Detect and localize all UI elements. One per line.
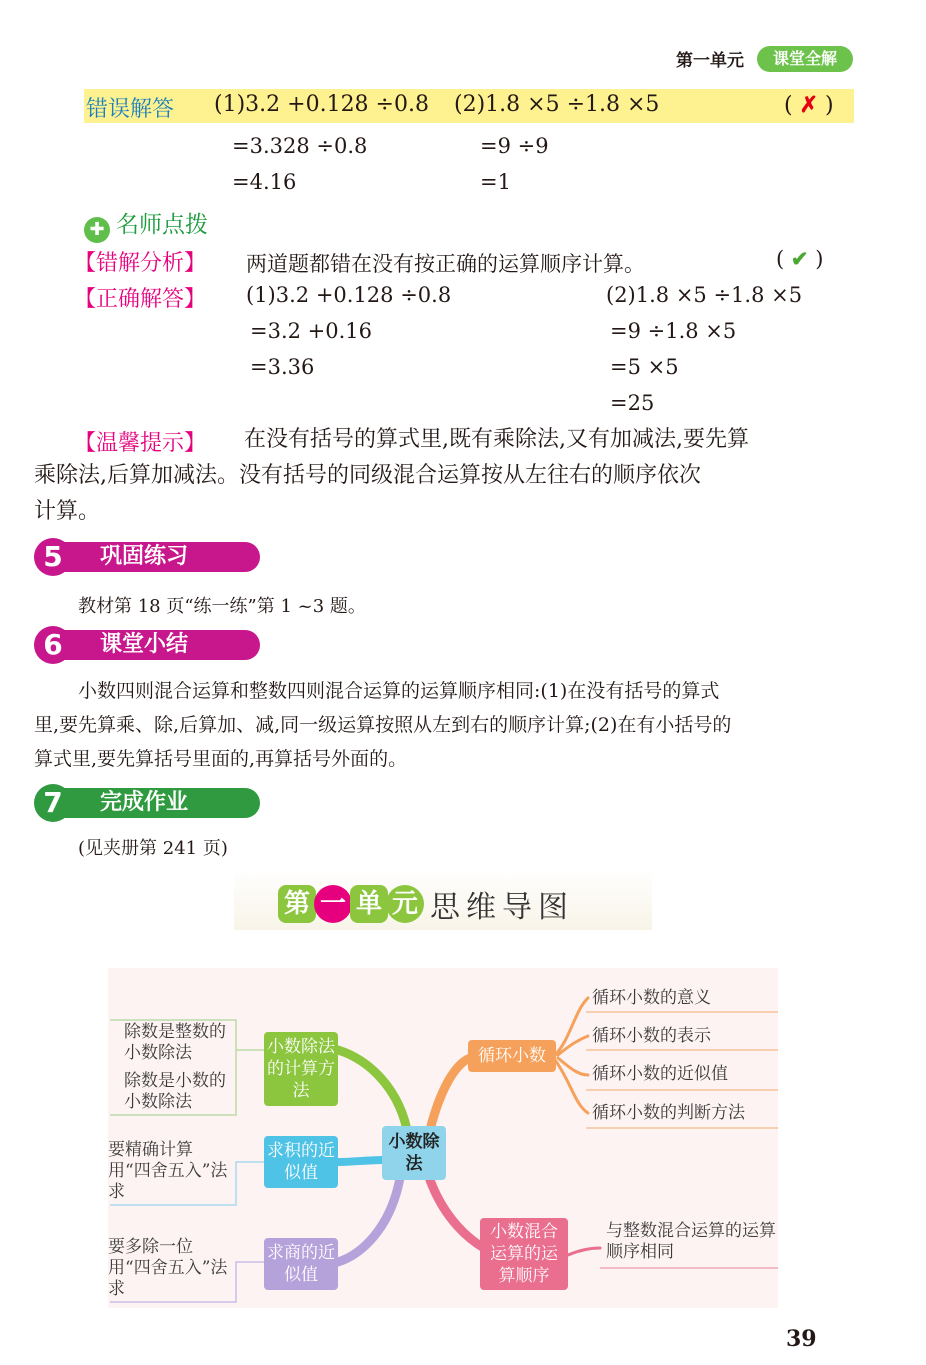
- section-number: 7: [34, 784, 72, 822]
- page-number: 39: [786, 1326, 817, 1352]
- section-title: 完成作业: [64, 788, 260, 818]
- summary-line: 小数四则混合运算和整数四则混合运算的运算顺序相同:(1)在没有括号的算式: [78, 680, 720, 702]
- section-number: 5: [34, 538, 72, 576]
- title-box: 一: [314, 885, 352, 923]
- leaf-calc: 除数是小数的小数除法: [124, 1071, 226, 1112]
- correct-q1-line: (1)3.2 +0.128 ÷0.8: [246, 283, 452, 307]
- tip-tag: 【温馨提示】: [74, 431, 207, 456]
- tip-line: 在没有括号的算式里,既有乘除法,又有加减法,要先算: [244, 427, 749, 452]
- title-box: 元: [386, 885, 424, 923]
- correct-q2-line: =9 ÷1.8 ×5: [610, 319, 737, 343]
- wrong-q2-step: =9 ÷9: [480, 134, 549, 158]
- branch-mixed-order: 小数混合运算的运算顺序: [480, 1218, 568, 1290]
- tip-line: 计算。: [34, 499, 101, 524]
- correct-q1-line: =3.2 +0.16: [250, 319, 373, 343]
- unit-label: 第一单元: [676, 51, 744, 71]
- check-icon: ✔: [790, 246, 809, 271]
- section-title: 巩固练习: [64, 542, 260, 572]
- homework-text: (见夹册第 241 页): [78, 838, 228, 859]
- branch-recurring: 循环小数: [468, 1040, 556, 1072]
- branch-calc-method: 小数除法的计算方法: [264, 1032, 338, 1106]
- wrong-q1-step: =4.16: [232, 170, 297, 194]
- correct-q2-line: =25: [610, 391, 655, 415]
- leaf-product: 要精确计算用“四舍五入”法求: [108, 1140, 228, 1202]
- leaf-quotient: 要多除一位用“四舍五入”法求: [108, 1237, 228, 1299]
- summary-line: 算式里,要先算括号里面的,再算括号外面的。: [34, 748, 408, 770]
- analysis-text: 两道题都错在没有按正确的运算顺序计算。: [246, 252, 645, 276]
- leaf-recurring: 循环小数的表示: [592, 1026, 711, 1046]
- title-rest: 思维导图: [430, 890, 574, 925]
- title-box: 第: [278, 885, 316, 923]
- correct-tag: 【正确解答】: [74, 287, 207, 312]
- summary-line: 里,要先算乘、除,后算加、减,同一级运算按照从左到右的顺序计算;(2)在有小括号的: [34, 714, 732, 736]
- mark-open: (: [776, 247, 785, 271]
- tip-line: 乘除法,后算加减法。没有括号的同级混合运算按从左往右的顺序依次: [34, 463, 701, 488]
- wrong-q1-step: =3.328 ÷0.8: [232, 134, 368, 158]
- section-5-text: 教材第 18 页“练一练”第 1 ~3 题。: [78, 596, 366, 617]
- cross-icon: ✗: [799, 92, 819, 118]
- leaf-recurring: 循环小数的判断方法: [592, 1103, 745, 1123]
- wrong-answer-label: 错误解答: [86, 97, 175, 122]
- wrong-q2-step: =1: [480, 170, 511, 194]
- leaf-calc: 除数是整数的小数除法: [124, 1022, 226, 1063]
- center-node: 小数除法: [382, 1126, 446, 1180]
- correct-q2-line: (2)1.8 ×5 ÷1.8 ×5: [606, 283, 803, 307]
- branch-product-approx: 求积的近似值: [264, 1136, 338, 1188]
- mark-close: ): [825, 93, 834, 118]
- leaf-mixed: 与整数混合运算的运算顺序相同: [606, 1221, 776, 1262]
- title-box: 单: [350, 885, 388, 923]
- teacher-tip-label: 名师点拨: [116, 212, 208, 238]
- section-title: 课堂小结: [64, 630, 260, 660]
- cross-badge-icon: ✚: [84, 217, 110, 243]
- section-badge: 课堂全解: [757, 46, 853, 72]
- mark-open: (: [784, 93, 793, 118]
- mark-close: ): [815, 247, 824, 271]
- branch-quotient-approx: 求商的近似值: [264, 1238, 338, 1290]
- leaf-recurring: 循环小数的意义: [592, 988, 711, 1008]
- wrong-q1: (1)3.2 +0.128 ÷0.8: [214, 92, 429, 117]
- leaf-recurring: 循环小数的近似值: [592, 1064, 728, 1084]
- correct-q2-line: =5 ×5: [610, 355, 679, 379]
- section-number: 6: [34, 626, 72, 664]
- analysis-tag: 【错解分析】: [74, 251, 207, 276]
- correct-q1-line: =3.36: [250, 355, 315, 379]
- wrong-q2: (2)1.8 ×5 ÷1.8 ×5: [454, 92, 660, 117]
